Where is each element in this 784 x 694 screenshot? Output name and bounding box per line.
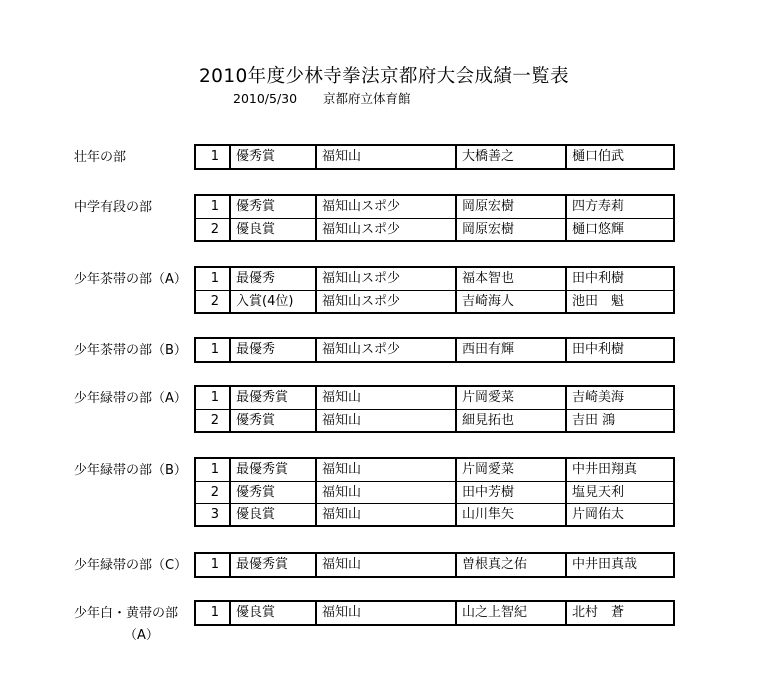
award-cell: 優良賞 <box>229 219 315 240</box>
result-row <box>196 459 673 481</box>
team-cell: 福知山 <box>315 410 455 431</box>
result-table <box>194 552 675 578</box>
player1-cell: 岡原宏樹 <box>455 196 565 218</box>
award-cell: 優秀賞 <box>229 482 315 503</box>
result-table <box>194 194 675 242</box>
result-table <box>194 385 675 433</box>
award-cell: 最優秀賞 <box>229 554 315 576</box>
category-label <box>74 391 187 407</box>
category-label <box>74 200 152 216</box>
rank-cell: 1 <box>210 149 219 164</box>
rank-cell: 1 <box>210 462 219 477</box>
player1-cell: 細見拓也 <box>455 410 565 431</box>
award-cell: 優秀賞 <box>229 410 315 431</box>
team-cell: 福知山スポ少 <box>315 291 455 312</box>
result-row <box>196 146 673 168</box>
award-cell: 優良賞 <box>229 504 315 525</box>
award-cell: 優良賞 <box>229 602 315 624</box>
player1-cell: 曽根真之佑 <box>455 554 565 576</box>
award-cell: 優秀賞 <box>229 146 315 168</box>
category-name: 中学有段の部 <box>74 200 153 215</box>
rank-cell: 2 <box>210 413 219 428</box>
player1-cell: 岡原宏樹 <box>455 219 565 240</box>
team-cell: 福知山スポ少 <box>315 196 455 218</box>
result-row <box>196 268 673 290</box>
category-label <box>74 606 178 644</box>
player1-cell: 福本智也 <box>455 268 565 290</box>
player1-cell: 山之上智紀 <box>455 602 565 624</box>
result-row <box>196 602 673 624</box>
team-cell: 福知山 <box>315 602 455 624</box>
result-row <box>196 290 673 312</box>
category-name: 少年茶帯の部（B） <box>74 343 187 358</box>
result-row <box>196 481 673 503</box>
result-table <box>194 144 675 170</box>
player2-cell: 中井田真哉 <box>565 554 673 576</box>
result-row <box>196 339 673 361</box>
rank-cell: 1 <box>210 199 219 214</box>
team-cell: 福知山 <box>315 459 455 481</box>
award-cell: 最優秀賞 <box>229 387 315 409</box>
category-label <box>74 463 187 479</box>
category-name: 少年緑帯の部（C） <box>74 558 188 573</box>
player2-cell: 吉田 鴻 <box>565 410 673 431</box>
category-name: 少年白・黄帯の部 <box>74 606 179 621</box>
player2-cell: 塩見天利 <box>565 482 673 503</box>
player1-cell: 吉崎海人 <box>455 291 565 312</box>
rank-cell: 2 <box>210 294 219 309</box>
player2-cell: 吉崎美海 <box>565 387 673 409</box>
player2-cell: 北村 蒼 <box>565 602 673 624</box>
category-label <box>74 558 187 574</box>
player2-cell: 池田 魁 <box>565 291 673 312</box>
page-title: 2010年度少林寺拳法京都府大会成績一覧表 <box>199 66 569 87</box>
result-row <box>196 387 673 409</box>
award-cell: 最優秀 <box>229 268 315 290</box>
category-label <box>74 343 187 359</box>
player2-cell: 田中利樹 <box>565 268 673 290</box>
category-label <box>74 272 187 288</box>
player2-cell: 片岡佑太 <box>565 504 673 525</box>
player1-cell: 山川隼矢 <box>455 504 565 525</box>
player1-cell: 田中芳樹 <box>455 482 565 503</box>
rank-cell: 1 <box>210 605 219 620</box>
team-cell: 福知山 <box>315 387 455 409</box>
result-row <box>196 409 673 431</box>
rank-cell: 2 <box>210 485 219 500</box>
award-cell: 入賞(4位) <box>229 291 315 312</box>
player2-cell: 四方寿莉 <box>565 196 673 218</box>
result-row <box>196 218 673 240</box>
award-cell: 最優秀賞 <box>229 459 315 481</box>
player1-cell: 大橋善之 <box>455 146 565 168</box>
category-name-continued: （A） <box>124 628 159 643</box>
player2-cell: 中井田翔真 <box>565 459 673 481</box>
team-cell: 福知山 <box>315 146 455 168</box>
player2-cell: 樋口伯武 <box>565 146 673 168</box>
result-row <box>196 554 673 576</box>
rank-cell: 1 <box>210 390 219 405</box>
category-name: 少年茶帯の部（A） <box>74 272 187 287</box>
award-cell: 最優秀 <box>229 339 315 361</box>
result-table <box>194 457 675 527</box>
award-cell: 優秀賞 <box>229 196 315 218</box>
player1-cell: 西田有輝 <box>455 339 565 361</box>
player1-cell: 片岡愛菜 <box>455 459 565 481</box>
player2-cell: 田中利樹 <box>565 339 673 361</box>
category-label <box>74 150 126 166</box>
team-cell: 福知山 <box>315 504 455 525</box>
event-info <box>233 89 411 107</box>
result-table <box>194 337 675 363</box>
category-name: 少年緑帯の部（B） <box>74 463 187 478</box>
team-cell: 福知山スポ少 <box>315 268 455 290</box>
rank-cell: 2 <box>210 222 219 237</box>
event-venue: 京都府立体育館 <box>323 91 411 106</box>
result-table <box>194 600 675 626</box>
event-date: 2010/5/30 <box>233 91 298 106</box>
rank-cell: 1 <box>210 271 219 286</box>
team-cell: 福知山スポ少 <box>315 339 455 361</box>
result-row <box>196 196 673 218</box>
team-cell: 福知山スポ少 <box>315 219 455 240</box>
result-row <box>196 503 673 525</box>
team-cell: 福知山 <box>315 482 455 503</box>
category-name: 少年緑帯の部（A） <box>74 391 187 406</box>
category-name: 壮年の部 <box>74 150 127 165</box>
rank-cell: 1 <box>210 342 219 357</box>
player2-cell: 樋口悠輝 <box>565 219 673 240</box>
rank-cell: 1 <box>210 557 219 572</box>
rank-cell: 3 <box>210 507 219 522</box>
team-cell: 福知山 <box>315 554 455 576</box>
player1-cell: 片岡愛菜 <box>455 387 565 409</box>
result-table <box>194 266 675 314</box>
